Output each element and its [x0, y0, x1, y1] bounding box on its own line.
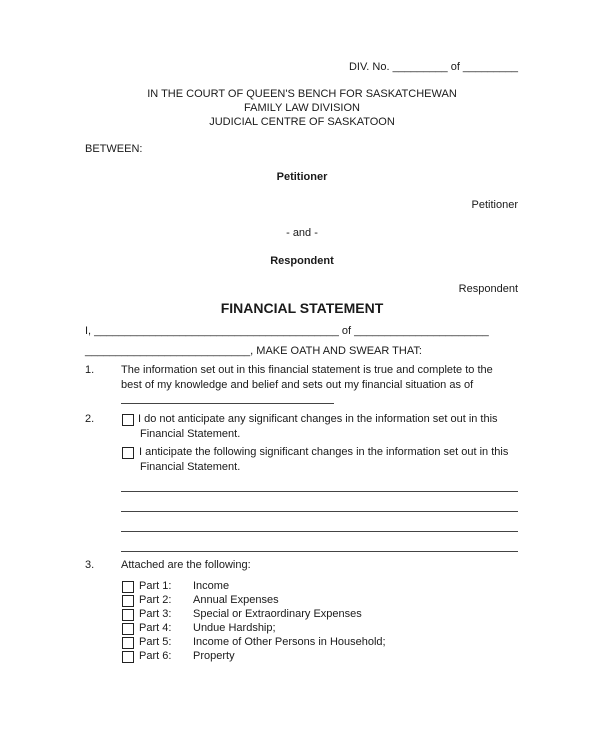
no-changes-checkbox[interactable]: [122, 414, 134, 426]
part-6-checkbox[interactable]: [122, 651, 134, 663]
part-2-checkbox[interactable]: [122, 595, 134, 607]
changes-line-4[interactable]: [121, 551, 518, 552]
part-1-description: Income: [193, 580, 230, 592]
part-2-description: Annual Expenses: [193, 594, 279, 606]
judicial-centre: JUDICIAL CENTRE OF SASKATOON: [209, 116, 395, 128]
part-5-description: Income of Other Persons in Household;: [193, 636, 386, 648]
changes-line-3[interactable]: [121, 531, 518, 532]
part-3-label: Part 3:: [139, 608, 172, 620]
no-changes-text-line1: I do not anticipate any significant changes in the information set out in this: [138, 413, 498, 425]
part-1-label: Part 1:: [139, 580, 172, 592]
item-1-number: 1.: [85, 364, 95, 376]
part-4-checkbox[interactable]: [122, 623, 134, 635]
petitioner-heading: Petitioner: [276, 171, 328, 183]
between-label: BETWEEN:: [85, 143, 143, 155]
item-1-text-line2: best of my knowledge and belief and sets out my financial situation as of: [121, 379, 474, 391]
part-3-checkbox[interactable]: [122, 609, 134, 621]
part-6-label: Part 6:: [139, 650, 172, 662]
changes-text-line1: I anticipate the following significant changes in the information set out in this: [139, 446, 509, 458]
document-title: FINANCIAL STATEMENT: [220, 300, 384, 316]
part-3-description: Special or Extraordinary Expenses: [193, 608, 362, 620]
part-4-description: Undue Hardship;: [193, 622, 276, 634]
item-1-text-line1: The information set out in this financial statement is true and complete to the: [121, 364, 493, 376]
changes-line-2[interactable]: [121, 511, 518, 512]
part-2-label: Part 2:: [139, 594, 172, 606]
changes-text-line2: Financial Statement.: [140, 461, 241, 473]
oath-swear-line: ___________________________, MAKE OATH AND SWEAR THAT:: [85, 345, 422, 357]
part-5-label: Part 5:: [139, 636, 172, 648]
changes-line-1[interactable]: [121, 491, 518, 492]
part-4-label: Part 4:: [139, 622, 172, 634]
part-5-checkbox[interactable]: [122, 637, 134, 649]
part-6-description: Property: [193, 650, 235, 662]
item-3-number: 3.: [85, 559, 95, 571]
no-changes-text-line2: Financial Statement.: [140, 428, 241, 440]
respondent-heading: Respondent: [270, 255, 334, 267]
court-division: FAMILY LAW DIVISION: [244, 102, 360, 114]
and-separator: - and -: [286, 227, 318, 239]
changes-checkbox[interactable]: [122, 447, 134, 459]
oath-name-line: I, ________________________________________ of ______________________: [85, 325, 489, 337]
petitioner-label: Petitioner: [471, 199, 518, 211]
respondent-label: Respondent: [458, 283, 518, 295]
div-number-field: DIV. No. _________ of _________: [348, 61, 518, 73]
part-1-checkbox[interactable]: [122, 581, 134, 593]
item-2-number: 2.: [85, 413, 95, 425]
item-3-heading: Attached are the following:: [121, 559, 251, 571]
court-name: IN THE COURT OF QUEEN'S BENCH FOR SASKATCHEWAN: [147, 88, 457, 100]
date-blank-line: [121, 403, 334, 404]
